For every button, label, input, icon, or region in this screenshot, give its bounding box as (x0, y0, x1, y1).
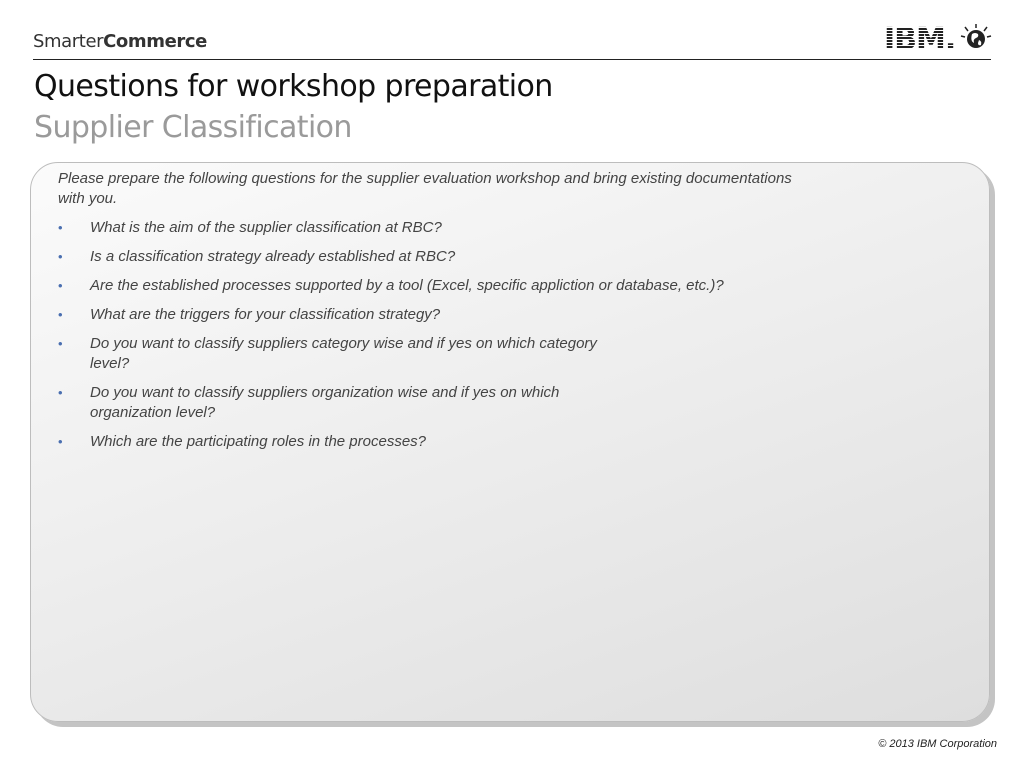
question-item (58, 247, 858, 267)
question-item (58, 383, 858, 423)
page-subtitle: Supplier Classification (34, 110, 352, 145)
question-text: Are the established processes supported by a tool (Excel, specific appliction or database, etc.)? (90, 277, 724, 294)
ibm-logo-text: IBM. (884, 22, 956, 54)
brand-light-text: Smarter (33, 31, 104, 52)
question-text: What are the triggers for your classification strategy? (90, 306, 441, 323)
question-text: Do you want to classify suppliers category wise and if yes on which category level? (90, 335, 597, 372)
content-panel (30, 162, 990, 722)
question-text: What is the aim of the supplier classification at RBC? (90, 219, 442, 236)
question-item (58, 334, 858, 374)
question-item (58, 218, 858, 238)
globe-icon (961, 24, 991, 48)
bullet-icon: • (58, 307, 63, 322)
bullet-icon: • (58, 434, 63, 449)
bullet-icon: • (58, 385, 63, 400)
bullet-icon: • (58, 220, 63, 235)
question-text: Do you want to classify suppliers organization wise and if yes on which organization level? (90, 384, 560, 421)
copyright-footer: © 2013 IBM Corporation (878, 738, 997, 750)
brand-bold-text: Commerce (103, 31, 207, 52)
smartercommerce-logo (33, 30, 207, 54)
question-text: Is a classification strategy already established at RBC? (90, 248, 456, 265)
question-item (58, 305, 858, 325)
bullet-icon: • (58, 249, 63, 264)
bullet-icon: • (58, 336, 63, 351)
intro-text: Please prepare the following questions for the supplier evaluation workshop and bring existing documentations with you. (58, 170, 792, 207)
ibm-logo (884, 22, 992, 54)
page-title: Questions for workshop preparation (34, 69, 553, 104)
question-item (58, 432, 858, 452)
question-list (58, 218, 858, 461)
bullet-icon: • (58, 278, 63, 293)
header-divider (33, 59, 991, 60)
question-item (58, 276, 858, 296)
question-text: Which are the participating roles in the processes? (90, 433, 427, 450)
